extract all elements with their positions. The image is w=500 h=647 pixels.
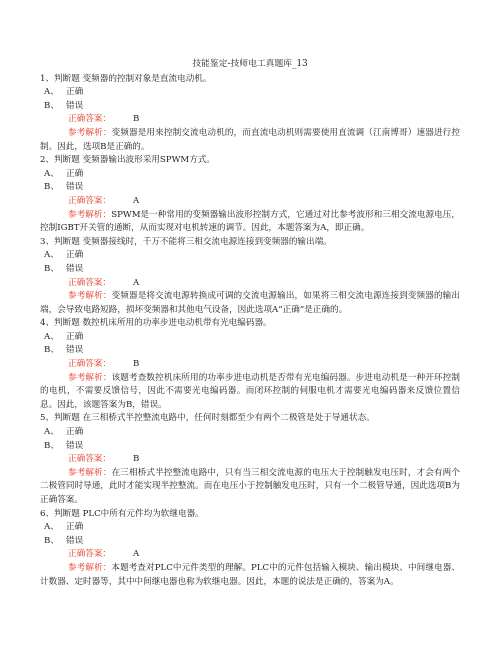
option-letter: B、 — [44, 182, 59, 193]
explanation-label: 参考解析： — [68, 127, 112, 138]
option-text: 错误 — [66, 182, 84, 193]
answer-value: A — [132, 549, 140, 560]
option-text: 错误 — [66, 535, 84, 546]
option-letter: A、 — [44, 87, 59, 98]
option-text: 错误 — [66, 263, 84, 274]
explanation-text: 变频器是将交流电源转换成可调的交流电源输出，如果将三相交流电源连接到变频器的输出端，会导致电路短路，损坏变频器和其他电气设备，因此选项A“正确”是正确的。 — [40, 291, 460, 315]
answer-value: A — [132, 277, 140, 288]
explanation-label: 参考解析： — [68, 291, 112, 302]
question-3 — [40, 236, 460, 318]
answer-label: 正确答案： — [68, 454, 111, 465]
answer-label: 正确答案： — [68, 549, 111, 560]
option-a — [40, 331, 460, 345]
question-5 — [40, 412, 460, 507]
explanation-text: 变频器是用来控制交流电动机的，而直流电动机则需要使用直流调（江南博哥）速器进行控制。因此，选项B是正确的。 — [40, 127, 460, 152]
option-b — [40, 263, 460, 277]
question-stem: 6、判断题 PLC中所有元件均为软继电器。 — [40, 508, 204, 519]
option-text: 正确 — [66, 87, 84, 98]
option-letter: A、 — [44, 427, 59, 438]
question-4 — [40, 317, 460, 412]
answer-label: 正确答案： — [68, 359, 111, 370]
option-text: 正确 — [66, 522, 84, 533]
option-text: 正确 — [66, 250, 84, 261]
option-letter: A、 — [44, 168, 59, 179]
option-a — [40, 521, 460, 535]
question-stem: 4、判断题 数控机床所用的功率步进电动机带有光电编码器。 — [40, 318, 272, 329]
explanation-text: 在三相桥式半控整流电路中，只有当三相交流电源的电压大于控制触发电压时，才会有两个二极管同时导通，此时才能实现半控整流。而在电压小于控制触发电压时，只有一个二极管导通，因此选项B为正确答案。 — [40, 467, 460, 505]
explanation — [40, 562, 460, 589]
answer-line — [40, 453, 460, 467]
explanation-text: SPWM是一种常用的变频器输出波形控制方式，它通过对比参考波形和三相交流电源电压，控制IGBT开关管的通断，从而实现对电机转速的调节。因此，本题答案为A，即正确。 — [40, 209, 460, 234]
option-letter: B、 — [44, 440, 59, 451]
option-text: 正确 — [66, 427, 84, 438]
option-a — [40, 426, 460, 440]
option-b — [40, 440, 460, 454]
option-text: 错误 — [66, 440, 84, 451]
answer-line — [40, 195, 460, 209]
option-b — [40, 344, 460, 358]
explanation-text: 该题考查数控机床所用的功率步进电动机是否带有光电编码器。步进电动机是一种开环控制的电机，不需要反馈信号，因此不需要光电编码器。而闭环控制的伺服电机才需要光电编码器来反馈位置信息。因此，该题答案为B，错误。 — [40, 372, 460, 410]
answer-label: 正确答案： — [68, 114, 111, 125]
option-a — [40, 249, 460, 263]
answer-value: B — [132, 454, 140, 465]
option-letter: B、 — [44, 345, 59, 356]
explanation-label: 参考解析： — [68, 209, 112, 220]
explanation-text: 本题考查对PLC中元件类型的理解。PLC中的元件包括输入模块、输出模块、中间继电器、计数器、定时器等，其中中间继电器也称为软继电器。因此，本题的说法是正确的，答案为A。 — [40, 562, 460, 587]
document-title: 技能鉴定-技师电工真题库_13 — [192, 59, 308, 69]
answer-line — [40, 548, 460, 562]
answer-label: 正确答案： — [68, 277, 111, 288]
question-stem: 3、判断题 变频器接线时，千万不能将三相交流电源连接到变频器的输出端。 — [40, 236, 332, 247]
explanation-label: 参考解析： — [68, 467, 112, 478]
answer-value: A — [132, 195, 140, 206]
option-letter: B、 — [44, 100, 59, 111]
option-text: 错误 — [66, 100, 84, 111]
explanation — [40, 127, 460, 154]
question-stem: 1、判断题 变频器的控制对象是直流电动机。 — [40, 73, 212, 84]
question-stem: 2、判断题 变频器输出波形采用SPWM方式。 — [40, 155, 216, 166]
answer-label: 正确答案： — [68, 195, 111, 206]
option-text: 错误 — [66, 345, 84, 356]
option-b — [40, 100, 460, 114]
option-letter: A、 — [44, 331, 59, 342]
option-text: 正确 — [66, 331, 84, 342]
option-b — [40, 535, 460, 549]
option-a — [40, 86, 460, 100]
question-2 — [40, 154, 460, 236]
answer-value: B — [132, 359, 140, 370]
explanation-label: 参考解析： — [68, 372, 112, 383]
question-1 — [40, 73, 460, 155]
explanation — [40, 467, 460, 508]
explanation — [40, 372, 460, 413]
answer-value: B — [132, 114, 140, 125]
option-letter: B、 — [44, 535, 59, 546]
option-text: 正确 — [66, 168, 84, 179]
option-a — [40, 168, 460, 182]
answer-line — [40, 113, 460, 127]
explanation-label: 参考解析： — [68, 562, 112, 573]
answer-line — [40, 277, 460, 291]
question-stem: 5、判断题 在三相桥式半控整流电路中，任何时刻都至少有两个二极管是处于导通状态。 — [40, 413, 375, 424]
explanation — [40, 290, 460, 317]
option-b — [40, 181, 460, 195]
answer-line — [40, 358, 460, 372]
question-6 — [40, 508, 460, 590]
option-letter: B、 — [44, 263, 59, 274]
option-letter: A、 — [44, 250, 59, 261]
option-letter: A、 — [44, 522, 59, 533]
explanation — [40, 209, 460, 236]
